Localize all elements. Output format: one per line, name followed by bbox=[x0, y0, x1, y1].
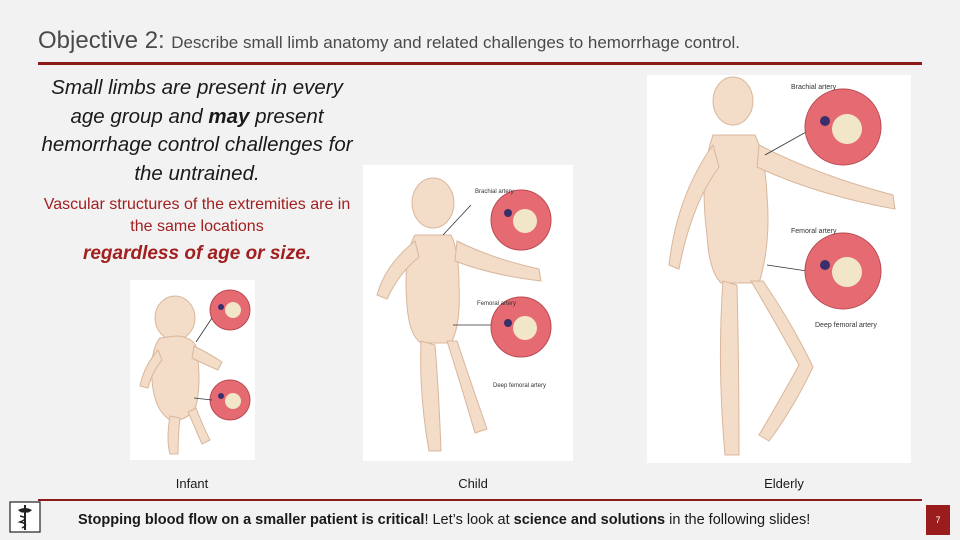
regardless-statement: regardless of age or size. bbox=[82, 243, 312, 264]
elderly-femoral-label: Femoral artery bbox=[791, 228, 837, 235]
footer-bold-solutions: science and solutions bbox=[513, 512, 666, 528]
footer-divider bbox=[38, 499, 922, 501]
infant-caption: Infant bbox=[175, 476, 209, 491]
objective-description: Describe small limb anatomy and related challenges to hemorrhage control. bbox=[171, 33, 741, 52]
elderly-brachial-label: Brachial artery bbox=[791, 84, 837, 91]
slide-title bbox=[38, 27, 740, 55]
footer-text bbox=[78, 512, 810, 528]
vascular-statement: Vascular structures of the extremities are in the same locations bbox=[43, 196, 351, 235]
child-deep-femoral-label: Deep femoral artery bbox=[493, 383, 547, 389]
page-number: 7 bbox=[926, 505, 950, 535]
title-divider bbox=[38, 62, 922, 65]
child-arm-cross-section bbox=[491, 190, 551, 250]
lead-text-part1: Small limbs are present in every age group and bbox=[51, 76, 343, 128]
infant-arm-cross-section bbox=[210, 290, 250, 330]
elderly-leg-cross-section bbox=[805, 233, 881, 309]
footer-plain-1: ! Let’s look at bbox=[424, 512, 514, 528]
child-brachial-label: Brachial artery bbox=[475, 189, 514, 195]
child-femoral-label: Femoral artery bbox=[477, 301, 517, 307]
child-figure bbox=[363, 165, 573, 461]
child-caption: Child bbox=[458, 476, 488, 491]
footer-plain-2: in the following slides! bbox=[665, 512, 811, 528]
infant-figure bbox=[130, 280, 255, 460]
lead-paragraph bbox=[38, 74, 356, 188]
footer-bold-critical: Stopping blood flow on a smaller patient is critical bbox=[78, 512, 425, 528]
lead-text-part2: present hemorrhage control challenges for the untrained. bbox=[41, 104, 353, 185]
caduceus-logo-icon bbox=[8, 500, 42, 534]
elderly-arm-cross-section bbox=[805, 89, 881, 165]
elderly-deep-femoral-label: Deep femoral artery bbox=[815, 322, 877, 329]
lead-emphasis: may bbox=[208, 104, 250, 128]
elderly-figure bbox=[647, 75, 911, 463]
objective-label: Objective 2: bbox=[38, 27, 165, 54]
infant-leg-cross-section bbox=[210, 380, 250, 420]
elderly-caption: Elderly bbox=[764, 476, 804, 491]
